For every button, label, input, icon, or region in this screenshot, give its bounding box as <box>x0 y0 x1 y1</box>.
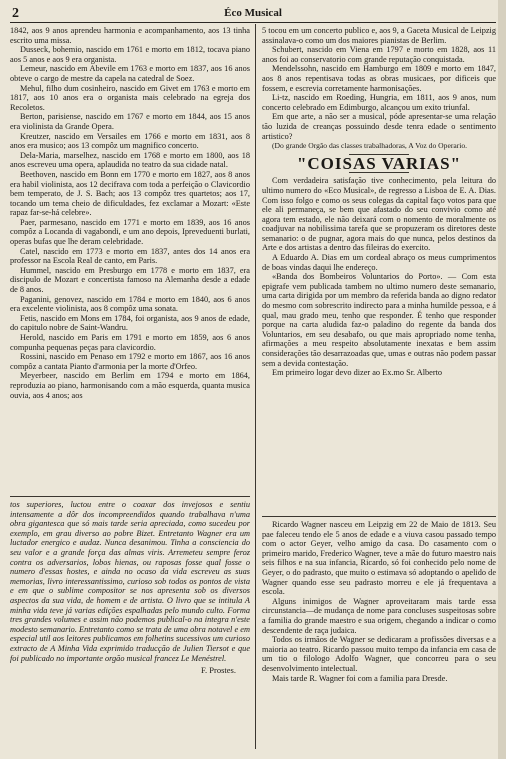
paragraph: Meyerbeer, nascido em Berlim em 1794 e morto em 1864, reproduzia ao piano, harmonisando com a mão esquerda, quanta musica ouvia, aos 4 anos; aos <box>10 371 250 400</box>
page-header <box>10 6 496 22</box>
paragraph: Ricardo Wagner nasceu em Leipzig em 22 de Maio de 1813. Seu pae faleceu tendo ele 5 anos de edade e a viuva casou passado tempo com o actor Geyer, velho amigo da casa. Do casamento com o primeiro marido, Frederico Wagner, teve a mãe do futuro maestro nais seis filhos e na sua infancia, Ricardo, só foi conhecido pelo nome de Geyer, o do padrasto, que muito o estimava só adoptando o apelido de Wagner quando esse seu padrasto morreu e ele já frequentava a escola. <box>262 520 496 597</box>
paragraph: Fetis, nascido em Mons em 1784, foi organista, aos 9 anos de edade, do capitulo nobre de Saint-Wandru. <box>10 313 250 333</box>
paragraph: Lemeur, nascido em Abevile em 1763 e morto em 1837, aos 16 anos obteve o cargo de mestre da capela na catedral de Soez. <box>10 64 250 83</box>
source-footnote: (Do grande Orgão das classes trabalhadoras, A Voz do Operario. <box>272 141 468 151</box>
paragraph: Hummel, nascido em Presburgo em 1778 e morto em 1837, era discipulo de Mozart e concertista famoso na Alemanha desde a edade de 8 anos. <box>10 265 250 295</box>
author-signature: F. Prostes. <box>201 665 236 676</box>
right-column-top <box>262 26 496 378</box>
paragraph: Em primeiro logar devo dizer ao Ex.mo Sr. Alberto <box>272 368 443 378</box>
paragraph: Paer, parmesano, nascido em 1771 e morto em 1839, aos 16 anos compôz a Locanda di vagabondi, e um ano depois, Ipreveduenti burlati, operas bufas que lhe deram celebridade. <box>10 217 250 247</box>
paragraph: Kreutzer, nascido em Versailes em 1766 e morto em 1831, aos 8 anos era musico; aos 13 compôz um magnifico concerto. <box>10 131 250 151</box>
left-column-bottom <box>10 500 250 676</box>
paragraph: Mehul, filho dum cosinheiro, nascido em Givet em 1763 e morto em 1817, aos 10 anos era o organista mais celebrado na egreja dos Recoletos. <box>10 83 250 112</box>
paragraph: «Banda dos Bombeiros Voluntarios do Porto». — Com esta epigrafe vem publicada tambem no ultimo numero deste semanario, uma carta dirigida por um membro da referida banda ao digno redator do mesmo com sobrescrito indirecto para a minha humilde pessoa, e á qual, mau grado meu, tenho que responder. É tenho que responder porque na carta aludida faz-o paladino do regente da banda dos Voluntarios, em seu desabafo, ou que mais apropriado nome tenha, afirmações a meu respeito absolutamente inexatas e bem assim considerações tão desarrazoadas que, umas e outras não podem passar sem a devida contestação. <box>262 272 496 368</box>
page-number: 2 <box>12 6 19 21</box>
paragraph: 1842, aos 9 anos aprendeu harmonia e acompanhamento, aos 13 tinha escrito uma missa. <box>10 26 250 45</box>
paragraph: Alguns inimigos de Wagner aproveitaram mais tarde essa circunstancia—de mudança de nome para concluses suspeitosas sobre a familia do grande maestro e sua origem, chegando a indicar o como descendente de raça judaica. <box>262 596 496 635</box>
paragraph: Com verdadeira satisfação tive conhecimento, pela leitura do ultimo numero do «Eco Musical», de regresso a Lisboa de E. A. Dias. Com isso folgo e como os seus colegas da capital faço votos para que ele ali permaneça, se bem que afastado do seu convivio como até agora tem estado, ele não deixará com o nomento de moralmente os coadjuvar na nobilissima tarefa que se propuzeram os diretores deste semanario: o de pugnar, agora mais do que nunca, pelos destinos da Arte e dos artistas a dentro das fileiras do exercito. <box>262 176 496 253</box>
paragraph: Beethoven, nascido em Bonn em 1770 e morto em 1827, aos 8 anos era habil violinista, aos 12 decifrava com toda a perfeição o Clavicordio bem temperato, de J. S. Bach; aos 13 compôz tres quartetos; aos 17, tocando um tema cheio de dificuldades, fez exclamar a Mozart: «Este rapaz far-se-há celebre». <box>10 169 250 218</box>
section-rule <box>262 516 496 517</box>
paragraph: Paganini, genovez, nascido em 1784 e morto em 1840, aos 6 anos era excelente violinista, aos 8 compôz uma sonata. <box>10 294 250 314</box>
paragraph: Li-tz, nascido em Roeding, Hungria, em 1811, aos 9 anos, num concerto celebrado em Edimburgo, alcançou um exito triunfal. <box>262 93 496 112</box>
paragraph: Catel, nascido em 1773 e morto em 1837, antes dos 14 anos era professor na Escola Real de canto, em Paris. <box>10 246 250 266</box>
paragraph: Mendelssohn, nascido em Hamburgo em 1809 e morto em 1847, aos 8 anos repentisava todas as obras musicaes, por dificeis que fossem, e escrevia corretamente harmonisações. <box>262 64 496 93</box>
paragraph: Schubert, nascido em Viena em 1797 e morto em 1828, aos 11 anos foi ao conservatorio com grande reputação conquistada. <box>262 45 496 64</box>
paragraph: Rossini, nascido em Penaso em 1792 e morto em 1867, aos 16 anos compôz a cantata Pianto d'armonia per la morte d'Orfeo. <box>10 352 250 371</box>
paragraph: Dela-Maria, marselhez, nascido em 1768 e morto em 1800, aos 18 anos escreveu uma opera, aplaudida no teatro da sua cidade natal. <box>10 150 250 170</box>
paragraph: Em que arte, a não ser a musical, póde apresentar-se uma relação tão luzida de creanças possuindo desde tenra edade o sentimento artistico? <box>262 112 496 141</box>
section-title: "COISAS VARIAS" <box>296 153 462 173</box>
paragraph: Dusseck, bohemio, nascido em 1761 e morto em 1812, tocava piano aos 5 anos e aos 9 era organista. <box>10 45 250 64</box>
paragraph: Herold, nascido em Paris em 1791 e morto em 1859, aos 6 anos compunha pequenas peças para clavicordio. <box>10 333 250 352</box>
header-rule <box>10 22 496 23</box>
paragraph: 5 tocou em um concerto publico e, aos 9, a Gaceta Musical de Leipzig assinalava-o como um dos maiores pianistas de Berlim. <box>262 26 496 45</box>
publication-title: Éco Musical <box>224 7 282 19</box>
serial-article-text: tos superiores, luctou entre o coaxar dos invejosos e sentiu intensamente a dôr dos incompreendidos quando trabalhava n'uma obra gigantesca que só mais tarde seria apreciada, como sucedeu por exemplo, em grau diverso ao pobre Bizet. Entretanto Wagner era um luctador energico e audaz. Nunca desanimou. Tinha a consciencia do seu valor e a grande força das almas viris. Arremeteu sempre feroz contra os adversarios, lobos hienas, ou raposas fosse qual fosse o numero d'essas hostes, e ainda no ocaso da vida escreveu as suas memorias, livro interessantissimo, curioso sob todos os pontos de vista e em que o sublime compositor se nos apresenta sob os diversos aspectos da sua vida, de homem e de artista. O livro que se intitula A minha vida teve já varias edições espalhadas pelo mundo culto. Forma tres grandes volumes e assim não podemos publical-o na integra n'este modesto semanario. Entretanto como se trata de uma obra notavel e em especial util aos leitores publicamos em folhetins sucessivos um curioso extracto de A Minha Vida exprimido traducção de Julien Tiersot e que foi publicado no importante orgão musical francez Le Menéstrel. <box>10 500 250 663</box>
paragraph: Todos os irmãos de Wagner se dedicaram a profissões diversas e a maioria ao teatro. Ricardo passou muito tempo da infancia em casa de um tio o filologo Adolfo Wagner, que concorreu para o seu desenvolvimento intelectual. <box>262 635 496 673</box>
left-column-top <box>10 26 250 400</box>
section-rule <box>10 496 250 497</box>
paragraph: A Eduardo A. Dias em um cordeal abraço os meus cumprimentos de boas vindas daqui lhe endereço. <box>262 253 496 272</box>
page-edge <box>498 0 506 759</box>
paragraph: Mais tarde R. Wagner foi com a familia para Dresde. <box>272 673 448 683</box>
paragraph: Berton, parisiense, nascido em 1767 e morto em 1844, aos 15 anos era violinista da Grande Opera. <box>10 112 250 131</box>
column-divider <box>255 24 256 749</box>
right-column-bottom <box>262 520 496 683</box>
